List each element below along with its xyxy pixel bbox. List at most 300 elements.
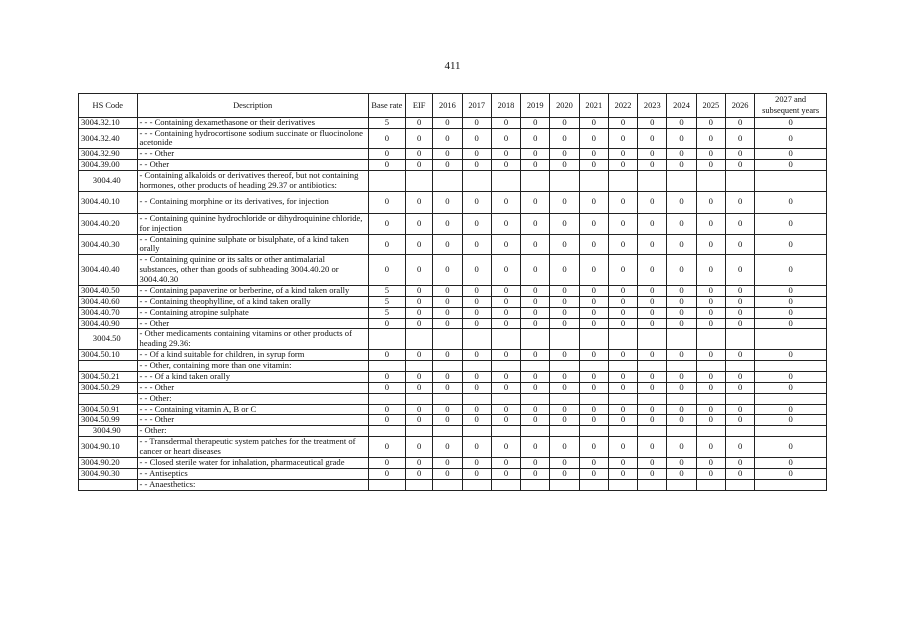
rate-cell: 0	[491, 350, 520, 361]
rate-cell: 0	[491, 404, 520, 415]
rate-cell: 0	[433, 382, 462, 393]
rate-cell: 0	[638, 457, 667, 468]
base-rate-cell: 5	[368, 296, 405, 307]
rate-cell: 0	[638, 307, 667, 318]
rate-cell: 0	[579, 255, 608, 286]
rate-cell: 0	[406, 128, 433, 149]
rate-cell: 0	[755, 285, 827, 296]
rate-cell: 0	[462, 296, 491, 307]
table-row	[79, 234, 827, 255]
rate-cell: 0	[491, 468, 520, 479]
rate-cell	[725, 361, 754, 372]
description-cell: - - Other, containing more than one vitamin:	[137, 361, 368, 372]
rate-cell: 0	[725, 307, 754, 318]
rate-cell: 0	[550, 285, 579, 296]
rate-cell: 0	[579, 117, 608, 128]
rate-cell: 0	[491, 457, 520, 468]
rate-cell: 0	[550, 128, 579, 149]
rate-cell: 0	[667, 307, 696, 318]
rate-cell	[755, 329, 827, 350]
rate-cell: 0	[521, 285, 550, 296]
rate-cell	[406, 329, 433, 350]
rate-cell: 0	[608, 382, 637, 393]
rate-cell	[406, 171, 433, 192]
base-rate-cell: 0	[368, 255, 405, 286]
rate-cell: 0	[725, 213, 754, 234]
rate-cell: 0	[433, 160, 462, 171]
rate-cell	[755, 479, 827, 490]
rate-cell: 0	[696, 255, 725, 286]
rate-cell: 0	[725, 255, 754, 286]
rate-cell: 0	[406, 307, 433, 318]
rate-cell: 0	[462, 117, 491, 128]
header-hs-code: HS Code	[79, 94, 138, 118]
rate-cell: 0	[550, 468, 579, 479]
rate-cell: 0	[491, 213, 520, 234]
rate-cell: 0	[433, 457, 462, 468]
table-row	[79, 361, 827, 372]
rate-cell: 0	[638, 468, 667, 479]
rate-cell: 0	[550, 307, 579, 318]
rate-cell: 0	[725, 382, 754, 393]
rate-cell: 0	[550, 437, 579, 458]
rate-cell	[579, 329, 608, 350]
rate-cell: 0	[696, 318, 725, 329]
rate-cell: 0	[638, 415, 667, 426]
rate-cell	[550, 329, 579, 350]
rate-cell: 0	[725, 437, 754, 458]
rate-cell: 0	[579, 350, 608, 361]
rate-cell: 0	[667, 160, 696, 171]
rate-cell: 0	[667, 404, 696, 415]
rate-cell	[638, 426, 667, 437]
rate-cell: 0	[521, 255, 550, 286]
rate-cell: 0	[550, 457, 579, 468]
base-rate-cell: 0	[368, 213, 405, 234]
rate-cell: 0	[725, 191, 754, 213]
description-cell: - - - Of a kind taken orally	[137, 371, 368, 382]
rate-cell: 0	[725, 404, 754, 415]
rate-cell: 0	[638, 318, 667, 329]
rate-cell	[491, 329, 520, 350]
rate-cell: 0	[579, 234, 608, 255]
header-year: 2021	[579, 94, 608, 118]
rate-cell: 0	[579, 404, 608, 415]
rate-cell: 0	[462, 307, 491, 318]
rate-cell: 0	[462, 371, 491, 382]
rate-cell: 0	[550, 404, 579, 415]
rate-cell: 0	[433, 191, 462, 213]
base-rate-cell: 0	[368, 128, 405, 149]
rate-cell: 0	[638, 160, 667, 171]
rate-cell	[725, 171, 754, 192]
description-cell: - - - Other	[137, 415, 368, 426]
rate-cell: 0	[696, 213, 725, 234]
rate-cell: 0	[696, 234, 725, 255]
rate-cell: 0	[755, 234, 827, 255]
rate-cell: 0	[638, 149, 667, 160]
rate-cell: 0	[608, 350, 637, 361]
rate-cell: 0	[521, 307, 550, 318]
rate-cell: 0	[462, 415, 491, 426]
rate-cell	[667, 171, 696, 192]
rate-cell: 0	[462, 255, 491, 286]
table-row	[79, 285, 827, 296]
rate-cell	[696, 329, 725, 350]
rate-cell: 0	[608, 191, 637, 213]
hs-code-cell: 3004.40.40	[79, 255, 138, 286]
rate-cell: 0	[406, 404, 433, 415]
rate-cell: 0	[608, 149, 637, 160]
rate-cell	[579, 426, 608, 437]
rate-cell	[696, 171, 725, 192]
header-year: 2022	[608, 94, 637, 118]
rate-cell: 0	[608, 404, 637, 415]
rate-cell: 0	[696, 371, 725, 382]
hs-code-cell: 3004.50.99	[79, 415, 138, 426]
base-rate-cell	[368, 426, 405, 437]
rate-cell: 0	[406, 285, 433, 296]
rate-cell: 0	[579, 318, 608, 329]
rate-cell: 0	[667, 296, 696, 307]
rate-cell: 0	[491, 285, 520, 296]
rate-cell	[433, 426, 462, 437]
hs-code-cell: 3004.90	[79, 426, 138, 437]
rate-cell	[521, 479, 550, 490]
hs-code-cell: 3004.50.21	[79, 371, 138, 382]
rate-cell: 0	[638, 117, 667, 128]
header-year: 2026	[725, 94, 754, 118]
rate-cell	[462, 479, 491, 490]
rate-cell: 0	[491, 191, 520, 213]
rate-cell: 0	[521, 318, 550, 329]
rate-cell: 0	[755, 415, 827, 426]
hs-code-cell	[79, 393, 138, 404]
rate-cell: 0	[755, 371, 827, 382]
rate-cell: 0	[755, 191, 827, 213]
base-rate-cell: 0	[368, 468, 405, 479]
rate-cell: 0	[579, 128, 608, 149]
rate-cell	[491, 361, 520, 372]
rate-cell: 0	[608, 255, 637, 286]
rate-cell: 0	[667, 437, 696, 458]
rate-cell: 0	[725, 468, 754, 479]
rate-cell	[638, 393, 667, 404]
hs-code-cell: 3004.40.90	[79, 318, 138, 329]
base-rate-cell: 0	[368, 437, 405, 458]
hs-code-cell: 3004.90.30	[79, 468, 138, 479]
rate-cell: 0	[579, 149, 608, 160]
table-row	[79, 350, 827, 361]
rate-cell: 0	[491, 307, 520, 318]
rate-cell: 0	[638, 371, 667, 382]
description-cell: - - Transdermal therapeutic system patches for the treatment of cancer or heart diseases	[137, 437, 368, 458]
rate-cell: 0	[521, 371, 550, 382]
rate-cell: 0	[521, 296, 550, 307]
hs-code-cell: 3004.32.10	[79, 117, 138, 128]
rate-cell: 0	[696, 382, 725, 393]
rate-cell: 0	[491, 296, 520, 307]
rate-cell: 0	[491, 371, 520, 382]
rate-cell: 0	[667, 468, 696, 479]
table-row	[79, 393, 827, 404]
rate-cell	[725, 426, 754, 437]
rate-cell: 0	[579, 437, 608, 458]
rate-cell: 0	[696, 350, 725, 361]
base-rate-cell	[368, 171, 405, 192]
table-row	[79, 171, 827, 192]
rate-cell	[696, 361, 725, 372]
rate-cell: 0	[725, 318, 754, 329]
rate-cell: 0	[755, 149, 827, 160]
rate-cell: 0	[491, 415, 520, 426]
base-rate-cell: 5	[368, 117, 405, 128]
rate-cell: 0	[755, 437, 827, 458]
rate-cell: 0	[521, 415, 550, 426]
table-row	[79, 128, 827, 149]
rate-cell	[406, 479, 433, 490]
hs-code-cell: 3004.40.50	[79, 285, 138, 296]
rate-cell: 0	[667, 213, 696, 234]
base-rate-cell	[368, 479, 405, 490]
rate-cell: 0	[608, 128, 637, 149]
description-cell: - - Antiseptics	[137, 468, 368, 479]
rate-cell: 0	[608, 117, 637, 128]
rate-cell: 0	[491, 128, 520, 149]
rate-cell: 0	[579, 213, 608, 234]
rate-cell: 0	[491, 318, 520, 329]
rate-cell: 0	[608, 285, 637, 296]
rate-cell: 0	[433, 415, 462, 426]
rate-cell: 0	[462, 468, 491, 479]
rate-cell	[667, 393, 696, 404]
rate-cell: 0	[521, 128, 550, 149]
base-rate-cell	[368, 361, 405, 372]
rate-cell	[725, 479, 754, 490]
description-cell: - - Closed sterile water for inhalation, pharmaceutical grade	[137, 457, 368, 468]
description-cell: - - Other:	[137, 393, 368, 404]
base-rate-cell: 0	[368, 160, 405, 171]
rate-cell	[667, 329, 696, 350]
description-cell: - Containing alkaloids or derivatives thereof, but not containing hormones, other products of heading 29.37 or antibiotics:	[137, 171, 368, 192]
description-cell: - - Containing papaverine or berberine, of a kind taken orally	[137, 285, 368, 296]
rate-cell: 0	[696, 437, 725, 458]
rate-cell: 0	[755, 468, 827, 479]
rate-cell: 0	[521, 437, 550, 458]
description-cell: - - Other	[137, 160, 368, 171]
rate-cell: 0	[433, 437, 462, 458]
rate-cell	[491, 393, 520, 404]
rate-cell: 0	[462, 318, 491, 329]
rate-cell: 0	[755, 117, 827, 128]
table-body	[79, 117, 827, 490]
rate-cell	[638, 361, 667, 372]
rate-cell: 0	[696, 404, 725, 415]
base-rate-cell: 5	[368, 285, 405, 296]
header-year: 2023	[638, 94, 667, 118]
rate-cell: 0	[550, 318, 579, 329]
rate-cell: 0	[638, 382, 667, 393]
rate-cell: 0	[667, 350, 696, 361]
rate-cell: 0	[579, 457, 608, 468]
table-row	[79, 329, 827, 350]
rate-cell: 0	[462, 437, 491, 458]
table-row	[79, 255, 827, 286]
rate-cell: 0	[406, 160, 433, 171]
hs-code-cell: 3004.90.10	[79, 437, 138, 458]
description-cell: - - Of a kind suitable for children, in syrup form	[137, 350, 368, 361]
hs-code-cell: 3004.39.00	[79, 160, 138, 171]
header-year: 2025	[696, 94, 725, 118]
rate-cell: 0	[462, 160, 491, 171]
rate-cell: 0	[696, 307, 725, 318]
rate-cell: 0	[406, 318, 433, 329]
rate-cell	[725, 329, 754, 350]
rate-cell: 0	[462, 404, 491, 415]
description-cell: - - Containing quinine sulphate or bisulphate, of a kind taken orally	[137, 234, 368, 255]
rate-cell: 0	[667, 191, 696, 213]
table-row	[79, 437, 827, 458]
table-row	[79, 457, 827, 468]
rate-cell: 0	[550, 296, 579, 307]
rate-cell: 0	[550, 160, 579, 171]
rate-cell: 0	[638, 191, 667, 213]
rate-cell: 0	[550, 149, 579, 160]
rate-cell: 0	[638, 296, 667, 307]
table-row	[79, 382, 827, 393]
rate-cell: 0	[462, 191, 491, 213]
rate-cell	[755, 426, 827, 437]
rate-cell: 0	[550, 350, 579, 361]
rate-cell	[550, 171, 579, 192]
hs-code-cell: 3004.40.70	[79, 307, 138, 318]
rate-cell: 0	[433, 371, 462, 382]
hs-code-cell: 3004.40.60	[79, 296, 138, 307]
rate-cell: 0	[579, 191, 608, 213]
table-row	[79, 371, 827, 382]
rate-cell: 0	[521, 382, 550, 393]
rate-cell	[491, 479, 520, 490]
description-cell: - Other medicaments containing vitamins or other products of heading 29.36:	[137, 329, 368, 350]
hs-code-cell: 3004.40.30	[79, 234, 138, 255]
rate-cell: 0	[755, 382, 827, 393]
base-rate-cell: 0	[368, 318, 405, 329]
rate-cell	[462, 329, 491, 350]
rate-cell: 0	[491, 255, 520, 286]
rate-cell	[491, 426, 520, 437]
rate-cell: 0	[579, 371, 608, 382]
rate-cell: 0	[608, 468, 637, 479]
rate-cell	[638, 171, 667, 192]
rate-cell: 0	[521, 234, 550, 255]
rate-cell: 0	[433, 307, 462, 318]
rate-cell: 0	[579, 296, 608, 307]
rate-cell: 0	[462, 149, 491, 160]
rate-cell	[462, 361, 491, 372]
rate-cell: 0	[638, 128, 667, 149]
table-row	[79, 468, 827, 479]
rate-cell	[550, 361, 579, 372]
rate-cell: 0	[755, 457, 827, 468]
rate-cell: 0	[725, 234, 754, 255]
description-cell: - - - Containing hydrocortisone sodium succinate or fluocinolone acetonide	[137, 128, 368, 149]
rate-cell	[608, 426, 637, 437]
base-rate-cell: 0	[368, 404, 405, 415]
base-rate-cell	[368, 393, 405, 404]
rate-cell: 0	[638, 213, 667, 234]
rate-cell	[521, 361, 550, 372]
table-row	[79, 479, 827, 490]
description-cell: - - - Containing dexamethasone or their derivatives	[137, 117, 368, 128]
rate-cell: 0	[667, 128, 696, 149]
rate-cell: 0	[608, 371, 637, 382]
rate-cell: 0	[755, 296, 827, 307]
rate-cell: 0	[462, 382, 491, 393]
rate-cell: 0	[433, 128, 462, 149]
table-row	[79, 213, 827, 234]
rate-cell: 0	[433, 255, 462, 286]
rate-cell: 0	[433, 318, 462, 329]
rate-cell: 0	[550, 117, 579, 128]
hs-code-cell: 3004.50	[79, 329, 138, 350]
table-row	[79, 415, 827, 426]
rate-cell: 0	[579, 285, 608, 296]
rate-cell: 0	[638, 234, 667, 255]
rate-cell: 0	[462, 213, 491, 234]
rate-cell: 0	[462, 285, 491, 296]
rate-cell: 0	[638, 350, 667, 361]
header-2027-and-subsequent: 2027 and subsequent years	[755, 94, 827, 118]
rate-cell: 0	[550, 382, 579, 393]
rate-cell: 0	[667, 255, 696, 286]
hs-code-cell: 3004.32.90	[79, 149, 138, 160]
rate-cell: 0	[406, 468, 433, 479]
rate-cell: 0	[406, 415, 433, 426]
rate-cell	[579, 393, 608, 404]
rate-cell	[521, 393, 550, 404]
rate-cell: 0	[638, 437, 667, 458]
rate-cell	[521, 329, 550, 350]
rate-cell	[550, 393, 579, 404]
rate-cell	[579, 171, 608, 192]
rate-cell: 0	[462, 457, 491, 468]
rate-cell: 0	[550, 255, 579, 286]
rate-cell: 0	[696, 457, 725, 468]
rate-cell: 0	[433, 350, 462, 361]
rate-cell: 0	[550, 213, 579, 234]
rate-cell	[521, 426, 550, 437]
rate-cell	[433, 171, 462, 192]
rate-cell	[667, 361, 696, 372]
header-description: Description	[137, 94, 368, 118]
rate-cell	[755, 171, 827, 192]
base-rate-cell: 0	[368, 457, 405, 468]
rate-cell	[696, 426, 725, 437]
rate-cell: 0	[725, 128, 754, 149]
rate-cell: 0	[521, 457, 550, 468]
header-year: 2016	[433, 94, 462, 118]
rate-cell: 0	[433, 468, 462, 479]
table-row	[79, 426, 827, 437]
rate-cell	[433, 479, 462, 490]
rate-cell: 0	[406, 213, 433, 234]
rate-cell: 0	[462, 128, 491, 149]
rate-cell: 0	[696, 415, 725, 426]
rate-cell	[608, 479, 637, 490]
rate-cell: 0	[579, 415, 608, 426]
rate-cell	[433, 393, 462, 404]
rate-cell: 0	[550, 371, 579, 382]
